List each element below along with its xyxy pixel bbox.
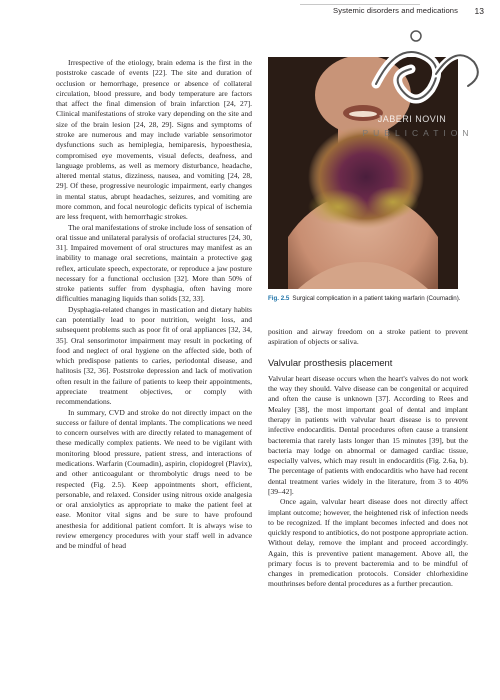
left-paragraph-3: Dysphagia-related changes in mastication and dietary habits can potentially lead to poor nutrition, weight loss, and subsequent problems such as poor fit of oral appliances [32, 34, 35]. Oral sensorimotor impairment may result in pocketing of food and neglect of oral hygiene on the affected side, both of which predispose patients to caries, periodontal disease, and halitosis [32, 36]. Poststroke depression and lack of motivation often result in the failure of patients to keep their appointments, appreciate treatment objectives, or comply with recommendations. — [56, 304, 252, 407]
page-number: 13 — [474, 6, 484, 16]
watermark-line-2: PUBLICATION — [362, 128, 474, 138]
section-heading: Valvular prosthesis placement — [268, 356, 393, 368]
watermark-line-1: JABERI NOVIN — [377, 114, 447, 124]
right-continuation: position and airway freedom on a stroke patient to prevent aspiration of objects or saliva. — [268, 327, 468, 347]
publisher-logo — [356, 24, 486, 142]
right-column — [268, 327, 468, 590]
left-paragraph-1: Irrespective of the etiology, brain edema is the first in the poststroke cascade of events [22]. The site and duration of occlusion or hemorrhage, presence or absence of collateral circulation, blood pressure, and body temperature are factors that affect the final dimension of brain infarction [24, 27]. Clinical manifestations of stroke vary depending on the site and size of the brain lesion [24, 28, 29]. Signs and symptoms of stroke are numerous and may include variable sensorimotor dysfunctions such as hemiplegia, hemiparesis, hypoesthesia, compromised eye movements, visual defects, deafness, and language problems, as well as memory disturbance, headache, altered mental status, dizziness, nausea, and vomiting [24, 28, 29]. Of these, progressive neurologic impairment, early changes in mental status, abrupt headaches, seizures, and vomiting are more common, and focal neurologic deficits typical of ischemia are less frequent, with hemorrhagic strokes. — [56, 58, 252, 222]
left-paragraph-2: The oral manifestations of stroke include loss of sensation of oral tissue and unilateral paralysis of orofacial structures [24, 30, 31]. Impaired movement of oral structures may manifest as an inability to manage oral secretions, maintain a protective gag reflex, articulate speech, expectorate, or reproduce a jaw posture necessary for a functional occlusion [32]. More than 50% of stroke patients suffer from dysphagia, often having more difficulties managing liquids than solids [32, 33]. — [56, 222, 252, 304]
left-column — [56, 58, 252, 552]
figure-caption-text: Surgical complication in a patient taking warfarin (Coumadin). — [292, 295, 461, 302]
figure-label: Fig. 2.5 — [268, 295, 290, 302]
figure-caption — [268, 295, 468, 302]
right-paragraph-1: Valvular heart disease occurs when the heart's valves do not work the way they should. Valve disease can be congenital or acquired and often the cause is unknown [37]. According to Rees and Mealey [38], the most important goal of dental and implant therapy in patients with valvular heart disease is to prevent infective endocarditis. Dental procedures often cause a transient bacteremia that rarely lasts longer than 15 minutes [39], but the bacteria may lodge on abnormal or damaged cardiac tissue, especially valves, which may result in endocarditis (Fig. 2.6a, b). The percentage of patients with endocarditis who have had recent dental treatment varies widely in the literature, from 3 to 40% [39–42]. — [268, 373, 468, 496]
header-rule — [300, 4, 420, 5]
running-title: Systemic disorders and medications — [333, 6, 458, 15]
right-paragraph-2: Once again, valvular heart disease does not directly affect implant outcome; however, the heightened risk of infection needs to be recognized. If the implant becomes infected and does not quickly respond to antibiotics, do not postpone appropriate action. Without delay, remove the implant and proceed accordingly. Again, this is preventive patient management. Above all, the primary focus is to prevent bacteremia and to be mindful of changes in premedication protocols. Consider chlorhexidine mouthrinses before dental procedures as a further precaution. — [268, 497, 468, 589]
left-paragraph-4: In summary, CVD and stroke do not directly impact on the success or failure of dental implants. The complications we need to concern ourselves with are directly related to management of these medically complex patients. We need to be vigilant with monitoring blood pressure, patient stress, and interactions of medications. Warfarin (Coumadin), aspirin, clopidogrel (Plavix), and other anticoagulant or thrombolytic drugs need to be respected (Fig. 2.5). Keep appointments short, efficient, personable, and relaxed. Consider using nitrous oxide analgesia or oral anxiolytics as appropriate to make the patient feel at ease. Monitor vital signs and be sure to have profound anesthesia for additional patient comfort. It is always wise to review emergency procedures with your staff well in advance and be mindful of head — [56, 407, 252, 551]
